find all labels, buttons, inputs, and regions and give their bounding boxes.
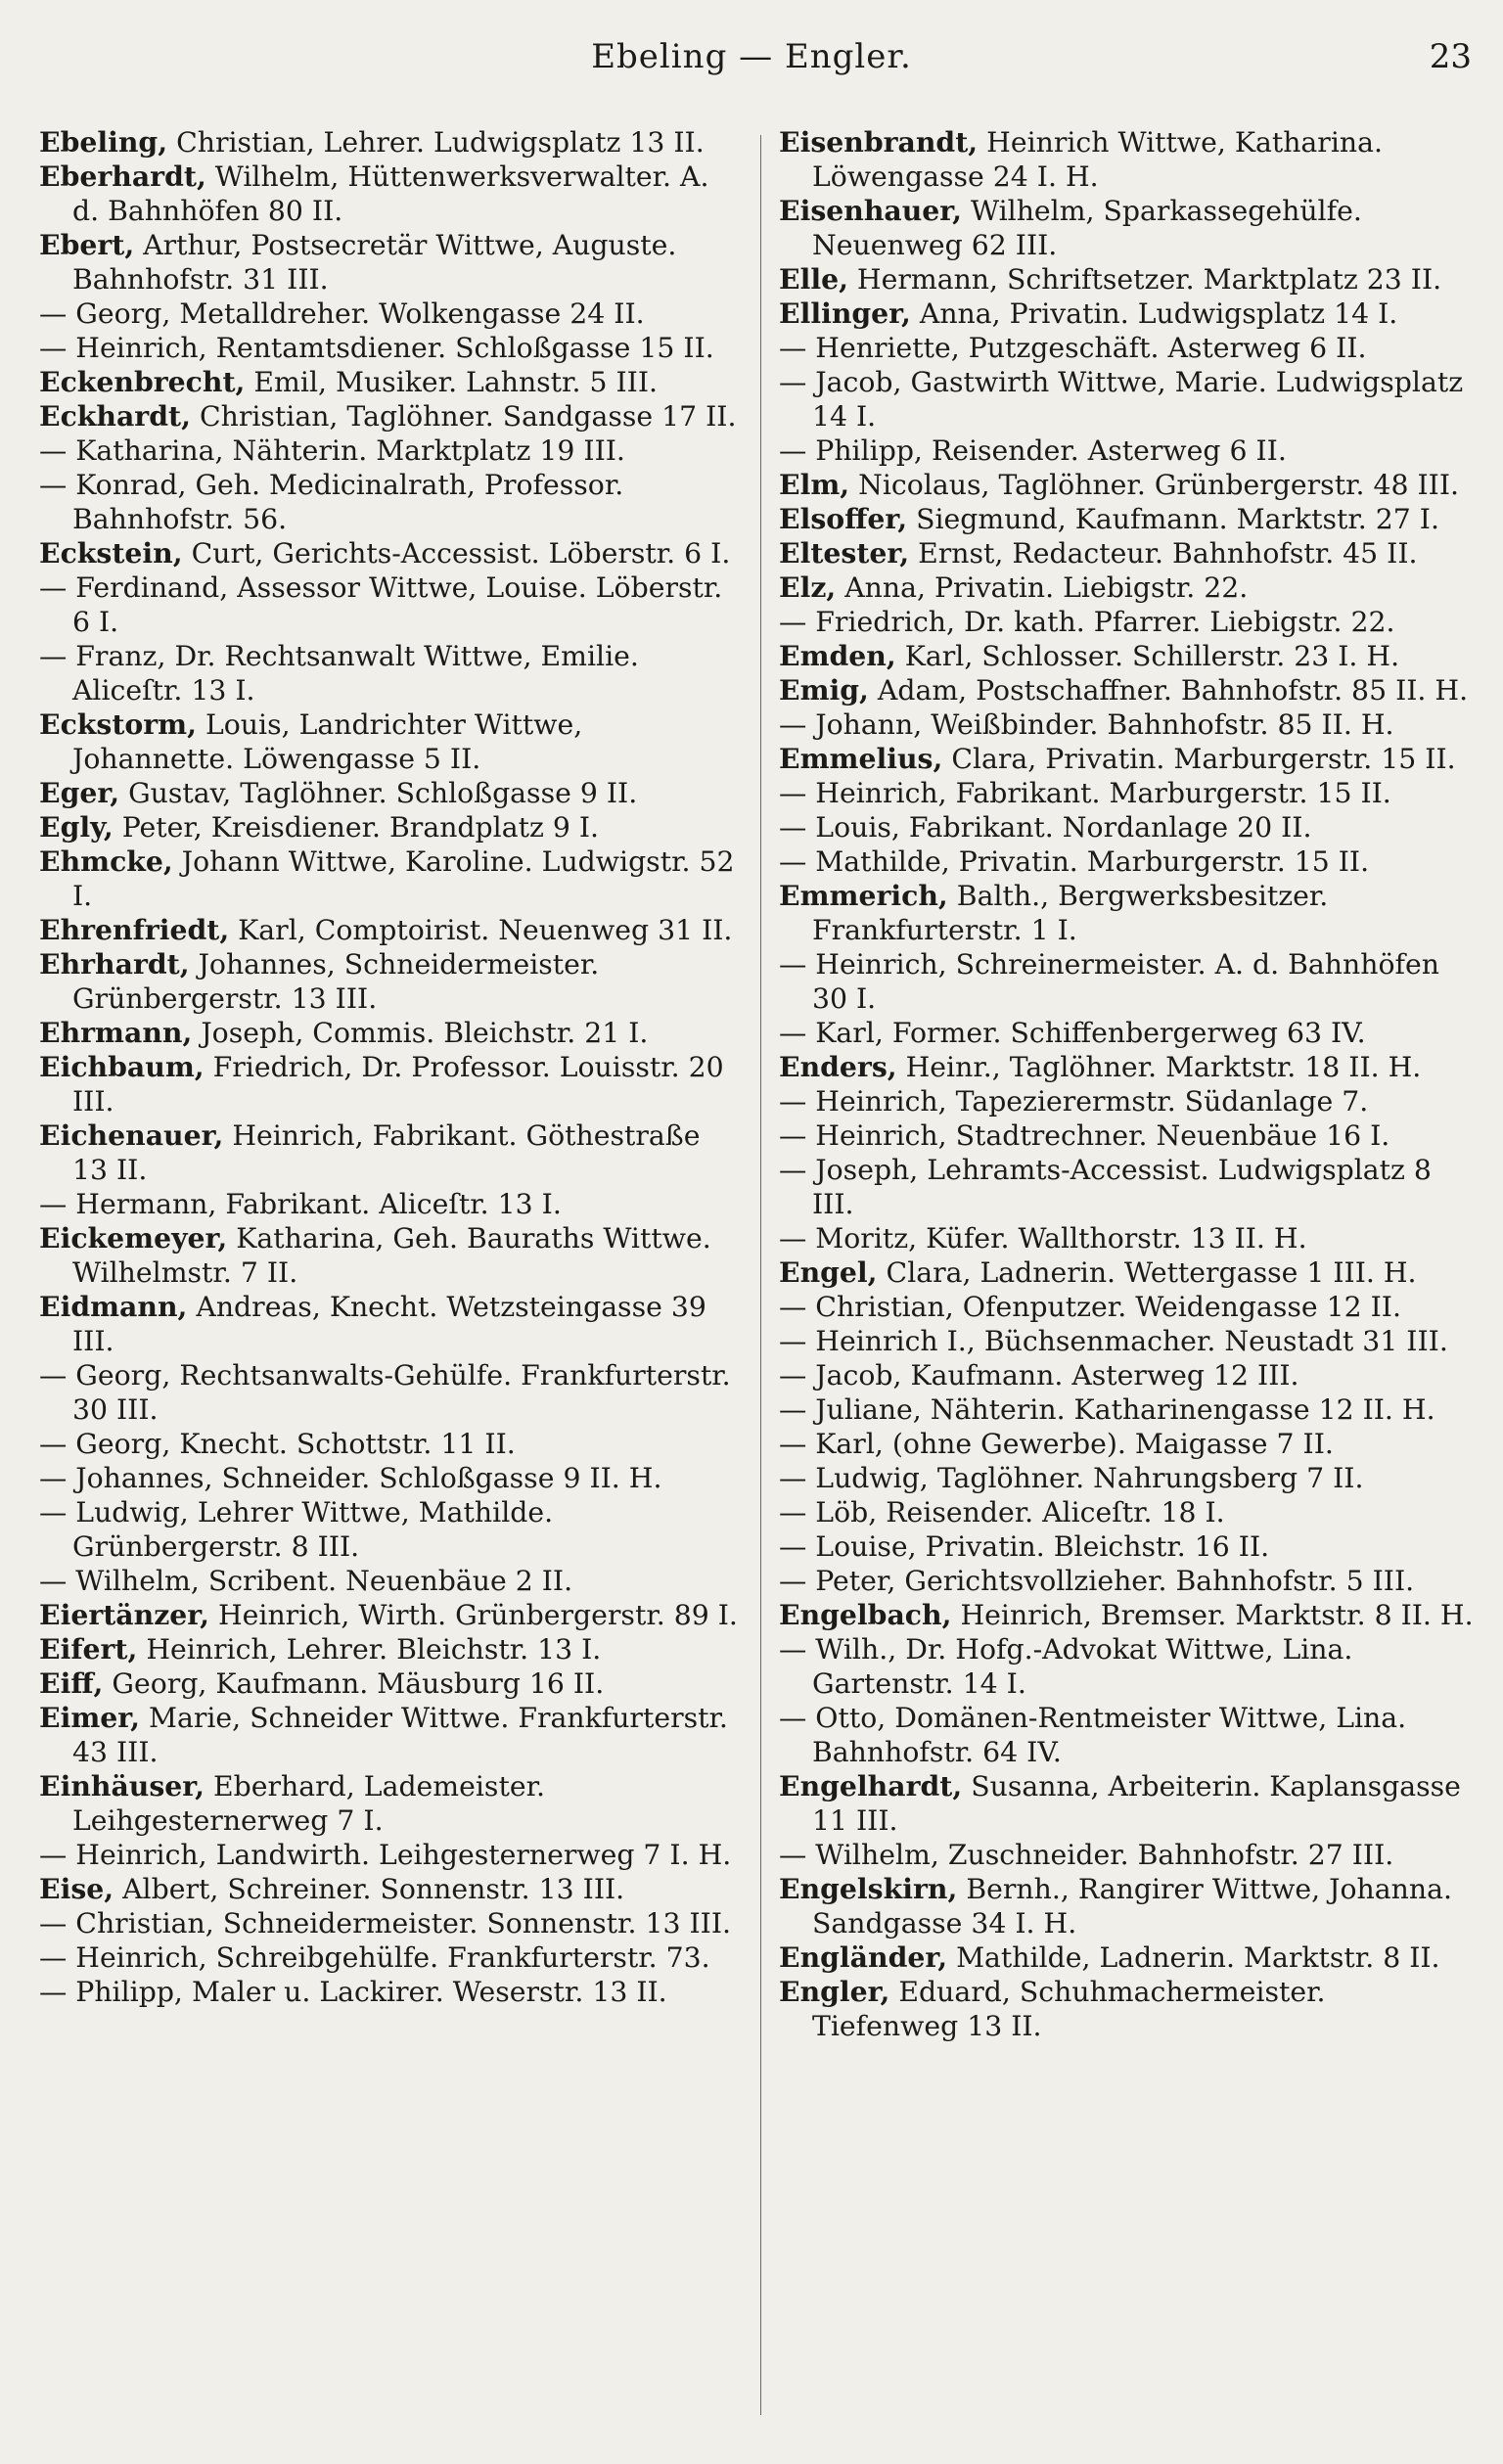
- entry-surname: — Philipp,: [39, 1976, 183, 2008]
- entry-surname: — Louise,: [779, 1530, 917, 1563]
- entry-surname: — Georg,: [39, 297, 171, 330]
- directory-entry: [779, 707, 1474, 742]
- directory-entry: [39, 1598, 744, 1632]
- entry-surname: — Karl,: [779, 1017, 884, 1049]
- directory-entry: [39, 1461, 744, 1495]
- entry-surname: Eifert,: [39, 1632, 138, 1665]
- entry-details: Hermann, Schriftsetzer. Marktplatz 23 II.: [856, 263, 1442, 296]
- entry-surname: Eltester,: [779, 536, 910, 570]
- directory-entry: [39, 810, 744, 844]
- directory-entry: [39, 228, 744, 297]
- directory-entry: [779, 1016, 1474, 1050]
- entry-surname: Enders,: [779, 1050, 897, 1083]
- entry-surname: — Heinrich I.,: [779, 1325, 976, 1357]
- entry-details: Adam, Postschaffner. Bahnhofstr. 85 II. H.: [877, 674, 1469, 707]
- entry-details: Schreinermeister. A. d. Bahnhöfen 30 I.: [812, 948, 1439, 1015]
- entry-surname: Eckhardt,: [39, 399, 191, 433]
- directory-entry: [779, 1153, 1474, 1221]
- column-divider: [760, 135, 761, 2415]
- entry-details: Weißbinder. Bahnhofstr. 85 II. H.: [931, 708, 1394, 741]
- directory-entry: [39, 1495, 744, 1564]
- entry-details: Gastwirth Wittwe, Marie. Ludwigsplatz 14 I.: [812, 366, 1464, 433]
- entry-details: Gerichtsvollzieher. Bahnhofstr. 5 III.: [904, 1565, 1415, 1597]
- directory-entry: [39, 1940, 744, 1975]
- directory-entry: [779, 468, 1474, 502]
- directory-entry: [39, 1701, 744, 1769]
- entry-details: Knecht. Schottstr. 11 II.: [179, 1428, 516, 1460]
- entry-details: Andreas, Knecht. Wetzsteingasse 39 III.: [72, 1291, 706, 1357]
- entry-details: Kaufmann. Asterweg 12 III.: [910, 1359, 1299, 1392]
- entry-details: Dr. Hofg.-Advokat Wittwe, Lina. Gartenstr. 14 I.: [812, 1633, 1353, 1700]
- entry-surname: — Juliane,: [779, 1393, 922, 1426]
- entry-surname: — Louis,: [779, 811, 900, 844]
- directory-entry: [779, 1221, 1474, 1255]
- entry-surname: Elsoffer,: [779, 502, 908, 535]
- entry-surname: — Friedrich,: [779, 606, 956, 638]
- entry-details: Wilhelm, Sparkassegehülfe. Neuenweg 62 III.: [812, 195, 1362, 261]
- entry-surname: — Heinrich,: [39, 1941, 207, 1974]
- entry-details: Schreibgehülfe. Frankfurterstr. 73.: [215, 1941, 710, 1974]
- entry-surname: — Philipp,: [779, 434, 923, 467]
- entry-surname: Eichbaum,: [39, 1050, 205, 1083]
- entry-details: Rentamtsdiener. Schloßgasse 15 II.: [215, 332, 714, 364]
- entry-details: Reisender. Asterweg 6 II.: [931, 434, 1287, 467]
- directory-entry: [39, 707, 744, 776]
- directory-entry: [39, 1050, 744, 1118]
- entry-details: Ernst, Redacteur. Bahnhofstr. 45 II.: [918, 537, 1418, 570]
- entry-details: Schneidermeister. Sonnenstr. 13 III.: [222, 1907, 731, 1939]
- entry-surname: Elm,: [779, 468, 850, 501]
- entry-details: Fabrikant. Marburgerstr. 15 II.: [955, 777, 1391, 809]
- directory-entry: [779, 1769, 1474, 1838]
- entry-details: Ofenputzer. Weidengasse 12 II.: [962, 1291, 1401, 1323]
- directory-entry: [39, 1666, 744, 1701]
- entry-surname: Eckenbrecht,: [39, 365, 246, 398]
- directory-entry: [39, 1906, 744, 1940]
- entry-surname: Eichenauer,: [39, 1118, 224, 1152]
- directory-entry: [779, 1701, 1474, 1769]
- entry-surname: Ebeling,: [39, 125, 168, 159]
- entry-surname: Ehrmann,: [39, 1016, 193, 1049]
- directory-entry: [779, 365, 1474, 433]
- entry-details: Geh. Medicinalrath, Professor. Bahnhofstr. 56.: [72, 469, 624, 535]
- entry-surname: — Ferdinand,: [39, 571, 229, 604]
- entry-surname: Eisenbrandt,: [779, 125, 979, 159]
- entry-details: Christian, Taglöhner. Sandgasse 17 II.: [199, 400, 737, 433]
- directory-entry: [39, 433, 744, 468]
- entry-details: Büchsenmacher. Neustadt 31 III.: [983, 1325, 1448, 1357]
- entry-details: Wilhelm, Hüttenwerksverwalter. A. d. Bahnhöfen 80 II.: [72, 160, 709, 227]
- directory-entry: [39, 570, 744, 639]
- entry-details: Zuschneider. Bahnhofstr. 27 III.: [947, 1839, 1394, 1871]
- entry-details: Domänen-Rentmeister Wittwe, Lina. Bahnhofstr. 64 IV.: [812, 1702, 1407, 1768]
- entry-details: Fabrikant. Aliceſtr. 13 I.: [225, 1188, 562, 1220]
- entry-surname: Engel,: [779, 1255, 878, 1289]
- directory-entry: [779, 125, 1474, 194]
- directory-entry: [779, 844, 1474, 879]
- entry-details: Joseph, Commis. Bleichstr. 21 I.: [201, 1017, 649, 1049]
- entry-details: Taglöhner. Nahrungsberg 7 II.: [936, 1462, 1364, 1494]
- directory-entry: [39, 1221, 744, 1290]
- entry-surname: Eidmann,: [39, 1290, 188, 1323]
- directory-entry: [39, 468, 744, 536]
- entry-surname: Ehrenfriedt,: [39, 913, 230, 946]
- directory-entry: [39, 160, 744, 228]
- directory-entry: [779, 433, 1474, 468]
- entry-details: Gustav, Taglöhner. Schloßgasse 9 II.: [128, 777, 638, 809]
- entry-details: Heinrich, Fabrikant. Göthestraße 13 II.: [72, 1119, 701, 1186]
- entry-details: Fabrikant. Nordanlage 20 II.: [908, 811, 1312, 844]
- entry-details: Privatin. Bleichstr. 16 II.: [925, 1530, 1270, 1563]
- directory-entry: [779, 262, 1474, 297]
- entry-details: Christian, Lehrer. Ludwigsplatz 13 II.: [176, 126, 705, 159]
- entry-surname: Elz,: [779, 570, 837, 604]
- entry-details: Nähterin. Katharinengasse 12 II. H.: [930, 1393, 1435, 1426]
- entry-details: Nicolaus, Taglöhner. Grünbergerstr. 48 III.: [858, 469, 1460, 501]
- directory-entry: [779, 605, 1474, 639]
- entry-details: Nähterin. Marktplatz 19 III.: [232, 434, 625, 467]
- entry-surname: — Katharina,: [39, 434, 224, 467]
- directory-entry: [39, 297, 744, 331]
- directory-entry: [39, 125, 744, 160]
- entry-surname: — Wilh.,: [779, 1633, 897, 1665]
- directory-entry: [39, 1187, 744, 1221]
- entry-details: Maler u. Lackirer. Weserstr. 13 II.: [191, 1976, 667, 2008]
- entry-details: Friedrich, Dr. Professor. Louisstr. 20 III.: [72, 1051, 724, 1118]
- directory-entry: [779, 1324, 1474, 1358]
- directory-entry: [779, 1975, 1474, 2043]
- directory-entry: [779, 1392, 1474, 1427]
- entry-surname: Eckstein,: [39, 536, 183, 570]
- directory-entry: [39, 536, 744, 570]
- directory-entry: [779, 776, 1474, 810]
- entry-surname: — Heinrich,: [779, 1119, 947, 1152]
- entry-surname: — Wilhelm,: [779, 1839, 939, 1871]
- directory-entry: [39, 1358, 744, 1427]
- entry-details: Curt, Gerichts-Accessist. Löberstr. 6 I.: [191, 537, 731, 570]
- directory-entry: [39, 1872, 744, 1906]
- directory-entry: [39, 365, 744, 399]
- directory-entry: [779, 1461, 1474, 1495]
- entry-surname: Eiff,: [39, 1666, 104, 1700]
- entry-details: Lehramts-Accessist. Ludwigsplatz 8 III.: [812, 1154, 1432, 1220]
- entry-surname: Eger,: [39, 776, 120, 809]
- directory-entry: [779, 1427, 1474, 1461]
- directory-entry: [779, 331, 1474, 365]
- entry-surname: Engelbach,: [779, 1598, 952, 1631]
- entry-details: Siegmund, Kaufmann. Marktstr. 27 I.: [916, 503, 1439, 535]
- entry-details: Arthur, Postsecretär Wittwe, Auguste. Bahnhofstr. 31 III.: [72, 229, 677, 296]
- entry-details: Heinrich, Bremser. Marktstr. 8 II. H.: [960, 1599, 1474, 1631]
- entry-surname: Egly,: [39, 810, 114, 844]
- directory-entry: [39, 1427, 744, 1461]
- directory-entry: [779, 297, 1474, 331]
- entry-surname: Emmerich,: [779, 879, 948, 912]
- entry-surname: — Otto,: [779, 1702, 887, 1734]
- entry-details: Anna, Privatin. Ludwigsplatz 14 I.: [919, 297, 1398, 330]
- entry-details: Eberhard, Lademeister. Leihgesternerweg 7 I.: [72, 1770, 545, 1837]
- directory-entry: [779, 1632, 1474, 1701]
- directory-entry: [779, 1598, 1474, 1632]
- directory-entry: [779, 1872, 1474, 1940]
- entry-details: Georg, Kaufmann. Mäusburg 16 II.: [112, 1667, 605, 1700]
- directory-entry: [779, 1495, 1474, 1529]
- directory-entry: [39, 1975, 744, 2009]
- entry-details: Metalldreher. Wolkengasse 24 II.: [179, 297, 645, 330]
- entry-surname: — Christian,: [779, 1291, 954, 1323]
- entry-details: Karl, Schlosser. Schillerstr. 23 I. H.: [904, 640, 1400, 672]
- directory-entry: [39, 331, 744, 365]
- entry-details: Balth., Bergwerksbesitzer. Frankfurterstr. 1 I.: [812, 880, 1329, 946]
- entry-details: Emil, Musiker. Lahnstr. 5 III.: [253, 366, 658, 398]
- directory-entry: [779, 1838, 1474, 1872]
- entry-details: Reisender. Aliceſtr. 18 I.: [886, 1496, 1225, 1529]
- directory-entry: [779, 1050, 1474, 1084]
- page-number: 23: [1429, 37, 1472, 76]
- entry-details: Katharina, Geh. Bauraths Wittwe. Wilhelmstr. 7 II.: [72, 1222, 711, 1289]
- entry-surname: Eisenhauer,: [779, 194, 963, 227]
- entry-surname: — Moritz,: [779, 1222, 918, 1255]
- entry-surname: — Heinrich,: [39, 332, 207, 364]
- directory-entry: [779, 1255, 1474, 1290]
- directory-entry: [39, 947, 744, 1016]
- entry-details: Heinr., Taglöhner. Marktstr. 18 II. H.: [905, 1051, 1422, 1083]
- directory-entry: [779, 194, 1474, 262]
- entry-surname: — Jacob,: [779, 366, 902, 398]
- entry-details: Susanna, Arbeiterin. Kaplansgasse 11 III.: [812, 1770, 1461, 1837]
- entry-surname: — Mathilde,: [779, 845, 950, 878]
- entry-surname: Engelhardt,: [779, 1769, 963, 1802]
- directory-entry: [779, 1940, 1474, 1975]
- entry-details: Former. Schiffenbergerweg 63 IV.: [891, 1017, 1366, 1049]
- directory-entry: [779, 947, 1474, 1016]
- entry-surname: Eickemeyer,: [39, 1221, 228, 1255]
- directory-entry: [779, 742, 1474, 776]
- entry-surname: — Georg,: [39, 1428, 171, 1460]
- directory-entry: [39, 639, 744, 707]
- directory-entry: [39, 1564, 744, 1598]
- entry-surname: Elle,: [779, 262, 848, 296]
- entry-surname: — Ludwig,: [39, 1496, 189, 1529]
- directory-entry: [779, 879, 1474, 947]
- entry-surname: — Johann,: [779, 708, 923, 741]
- entry-surname: — Ludwig,: [779, 1462, 929, 1494]
- entry-surname: — Peter,: [779, 1565, 896, 1597]
- entry-details: Albert, Schreiner. Sonnenstr. 13 III.: [122, 1873, 625, 1905]
- entry-details: Stadtrechner. Neuenbäue 16 I.: [955, 1119, 1390, 1152]
- entry-surname: Ehrhardt,: [39, 947, 190, 981]
- directory-entry: [39, 913, 744, 947]
- entry-surname: — Wilhelm,: [39, 1565, 200, 1597]
- entry-details: Anna, Privatin. Liebigstr. 22.: [844, 571, 1249, 604]
- directory-entry: [779, 1529, 1474, 1564]
- directory-entry: [779, 1084, 1474, 1118]
- entry-surname: — Georg,: [39, 1359, 171, 1392]
- entry-surname: Engelskirn,: [779, 1872, 958, 1905]
- entry-details: Tapezierermstr. Südanlage 7.: [955, 1085, 1369, 1118]
- entry-details: Assessor Wittwe, Louise. Löberstr. 6 I.: [72, 571, 723, 638]
- directory-entry: [779, 1358, 1474, 1392]
- entry-details: Clara, Ladnerin. Wettergasse 1 III. H.: [886, 1256, 1417, 1289]
- directory-entry: [779, 639, 1474, 673]
- directory-entry: [779, 673, 1474, 707]
- right-column: [779, 125, 1474, 2043]
- entry-details: Scribent. Neuenbäue 2 II.: [207, 1565, 573, 1597]
- entry-surname: Ebert,: [39, 228, 135, 261]
- entry-details: Karl, Comptoirist. Neuenweg 31 II.: [238, 914, 733, 946]
- entry-surname: Emden,: [779, 639, 896, 672]
- directory-entry: [39, 844, 744, 913]
- entry-details: Eduard, Schuhmachermeister. Tiefenweg 13 II.: [812, 1976, 1326, 2042]
- entry-details: Landwirth. Leihgesternerweg 7 I. H.: [215, 1839, 732, 1871]
- entry-details: Bernh., Rangirer Wittwe, Johanna. Sandgasse 34 I. H.: [812, 1873, 1452, 1939]
- entry-surname: — Heinrich,: [779, 1085, 947, 1118]
- entry-details: Louis, Landrichter Wittwe, Johannette. Löwengasse 5 II.: [72, 708, 583, 775]
- page-header: [0, 37, 1503, 86]
- entry-surname: Eckstorm,: [39, 707, 197, 741]
- directory-entry: [779, 570, 1474, 605]
- directory-entry: [779, 536, 1474, 570]
- entry-surname: — Hermann,: [39, 1188, 217, 1220]
- entry-surname: Einhäuser,: [39, 1769, 205, 1802]
- entry-details: Heinrich Wittwe, Katharina. Löwengasse 24 I. H.: [812, 126, 1383, 193]
- entry-details: Dr. Rechtsanwalt Wittwe, Emilie. Aliceſtr. 13 I.: [72, 640, 639, 707]
- directory-entry: [39, 1016, 744, 1050]
- entry-surname: — Konrad,: [39, 469, 187, 501]
- directory-entry: [39, 1632, 744, 1666]
- entry-surname: — Jacob,: [779, 1359, 902, 1392]
- entry-surname: — Joseph,: [779, 1154, 919, 1186]
- directory-entry: [779, 502, 1474, 536]
- entry-surname: Emig,: [779, 673, 869, 707]
- entry-details: Heinrich, Wirth. Grünbergerstr. 89 I.: [217, 1599, 738, 1631]
- directory-entry: [39, 1769, 744, 1838]
- entry-details: Rechtsanwalts-Gehülfe. Frankfurterstr. 30 III.: [72, 1359, 731, 1426]
- directory-entry: [779, 1118, 1474, 1153]
- left-column: [39, 125, 744, 2009]
- entry-surname: — Karl,: [779, 1428, 884, 1460]
- entry-surname: Ehmcke,: [39, 844, 173, 878]
- entry-surname: — Heinrich,: [779, 777, 947, 809]
- entry-details: Peter, Kreisdiener. Brandplatz 9 I.: [121, 811, 600, 844]
- entry-details: Johannes, Schneidermeister. Grünbergerstr. 13 III.: [72, 948, 600, 1015]
- entry-surname: Engländer,: [779, 1940, 948, 1974]
- entry-surname: Emmelius,: [779, 742, 943, 775]
- entry-surname: Ellinger,: [779, 297, 911, 330]
- entry-surname: — Heinrich,: [779, 948, 947, 981]
- entry-surname: — Franz,: [39, 640, 166, 672]
- directory-entry: [779, 810, 1474, 844]
- entry-details: Heinrich, Lehrer. Bleichstr. 13 I.: [146, 1633, 602, 1665]
- entry-surname: Eimer,: [39, 1701, 140, 1734]
- entry-surname: Eise,: [39, 1872, 114, 1905]
- entry-surname: Engler,: [779, 1975, 890, 2008]
- entry-surname: — Heinrich,: [39, 1839, 207, 1871]
- running-title: Ebeling — Engler.: [591, 37, 912, 76]
- directory-entry: [39, 1838, 744, 1872]
- directory-entry: [779, 1290, 1474, 1324]
- entry-surname: Eberhardt,: [39, 160, 206, 193]
- entry-details: Clara, Privatin. Marburgerstr. 15 II.: [951, 743, 1456, 775]
- entry-details: Putzgeschäft. Asterweg 6 II.: [968, 332, 1367, 364]
- entry-details: Privatin. Marburgerstr. 15 II.: [958, 845, 1370, 878]
- entry-surname: Eiertänzer,: [39, 1598, 209, 1631]
- entry-details: Johann Wittwe, Karoline. Ludwigstr. 52 I.: [72, 845, 735, 912]
- directory-entry: [779, 1564, 1474, 1598]
- entry-details: Dr. kath. Pfarrer. Liebigstr. 22.: [964, 606, 1395, 638]
- entry-surname: — Christian,: [39, 1907, 214, 1939]
- directory-entry: [39, 1290, 744, 1358]
- entry-details: Marie, Schneider Wittwe. Frankfurterstr. 43 III.: [72, 1702, 728, 1768]
- entry-details: Lehrer Wittwe, Mathilde. Grünbergerstr. 8 III.: [72, 1496, 554, 1563]
- entry-details: Mathilde, Ladnerin. Marktstr. 8 II.: [956, 1941, 1440, 1974]
- directory-entry: [39, 776, 744, 810]
- entry-details: Schneider. Schloßgasse 9 II. H.: [221, 1462, 662, 1494]
- entry-surname: — Löb,: [779, 1496, 878, 1529]
- directory-entry: [39, 1118, 744, 1187]
- entry-surname: — Johannes,: [39, 1462, 213, 1494]
- directory-entry: [39, 399, 744, 433]
- entry-surname: — Henriette,: [779, 332, 960, 364]
- entry-details: Küfer. Wallthorstr. 13 II. H.: [926, 1222, 1307, 1255]
- entry-details: (ohne Gewerbe). Maigasse 7 II.: [891, 1428, 1334, 1460]
